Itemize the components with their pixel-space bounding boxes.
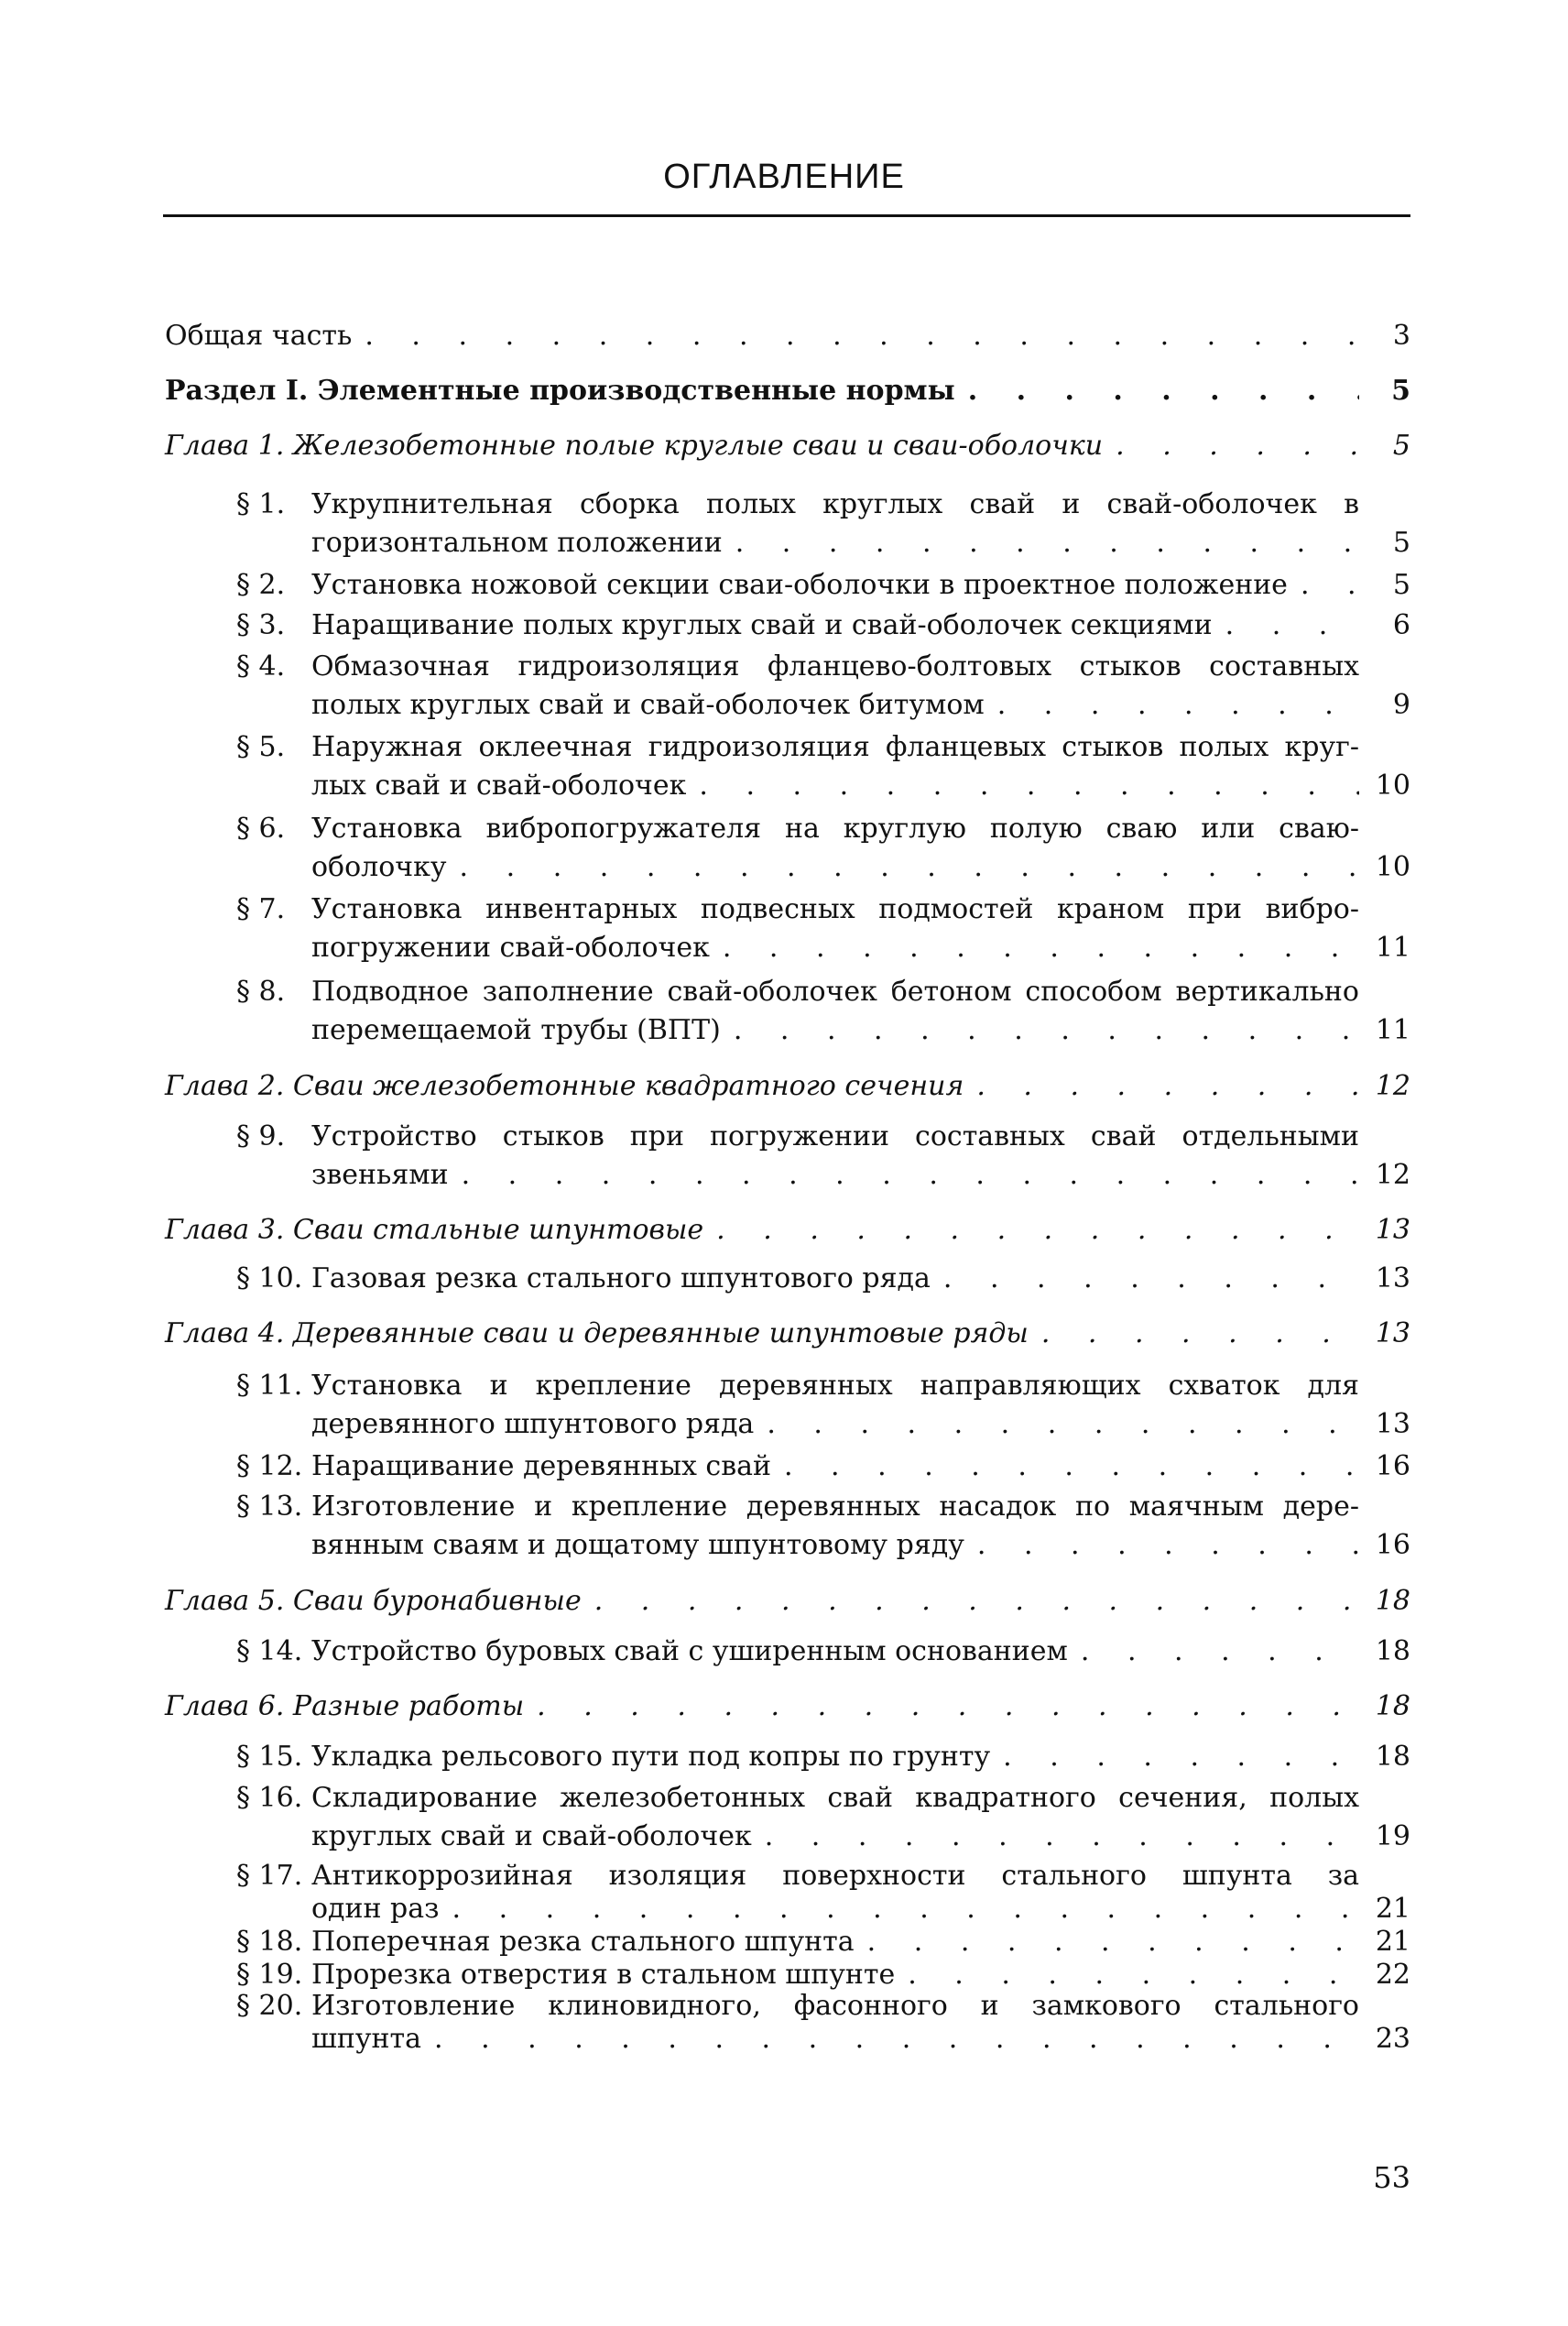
toc-page-number: 21 bbox=[1375, 1893, 1410, 1925]
section-number: § 10. bbox=[236, 1262, 303, 1294]
leader-dots bbox=[943, 1260, 1359, 1298]
section-title-line-1: Подводное заполнение свай-оболочек бетоном способом вертикально bbox=[311, 976, 1359, 1008]
leader-dots bbox=[977, 1526, 1359, 1565]
section-number: § 17. bbox=[236, 1860, 303, 1892]
toc-entry-s15 bbox=[236, 1738, 1410, 1776]
toc-entry-label: Глава 5. Сваи буронабивные bbox=[165, 1585, 582, 1617]
leader-dots bbox=[1003, 1738, 1359, 1776]
leader-dots bbox=[1225, 606, 1359, 645]
toc-page-number: 13 bbox=[1375, 1262, 1410, 1294]
toc-page-number: 18 bbox=[1375, 1635, 1410, 1667]
toc-page-number: 13 bbox=[1375, 1317, 1410, 1349]
leader-dots bbox=[734, 1011, 1359, 1050]
leader-dots bbox=[767, 1405, 1359, 1444]
section-title-line-1: Установка ножовой секции сваи-оболочки в проектное положение bbox=[311, 569, 1288, 601]
toc-page-number: 5 bbox=[1392, 569, 1410, 601]
leader-dots bbox=[735, 524, 1359, 562]
leader-dots bbox=[594, 1582, 1359, 1621]
toc-entry-label: Глава 1. Железобетонные полые круглые сваи и сваи-оболочки bbox=[165, 430, 1104, 462]
toc-page-number: 5 bbox=[1391, 375, 1410, 407]
section-title-line-1: Наружная оклеечная гидроизоляция фланцевых стыков полых круг- bbox=[311, 731, 1359, 763]
toc-entry-s6 bbox=[236, 810, 1410, 887]
toc-page-number: 11 bbox=[1375, 932, 1410, 964]
section-number: § 14. bbox=[236, 1635, 303, 1667]
toc-entry-s18 bbox=[236, 1926, 1410, 1959]
leader-dots bbox=[1301, 566, 1359, 605]
section-title-line-2: деревянного шпунтового ряда bbox=[311, 1408, 755, 1440]
toc-entry-label: Глава 2. Сваи железобетонные квадратного сечения bbox=[165, 1070, 964, 1102]
section-title-line-1: Установка вибропогружателя на круглую полую сваю или сваю- bbox=[311, 813, 1359, 845]
section-number: § 11. bbox=[236, 1370, 303, 1402]
section-title-line-2: лых свай и свай-оболочек bbox=[311, 770, 687, 802]
toc-entry-s10 bbox=[236, 1260, 1410, 1298]
toc-page-number: 13 bbox=[1375, 1408, 1410, 1440]
section-number: § 7. bbox=[236, 893, 286, 925]
toc-entry-s7 bbox=[236, 890, 1410, 967]
section-number: § 12. bbox=[236, 1450, 303, 1482]
leader-dots bbox=[365, 317, 1359, 355]
toc-entry-label: Глава 4. Деревянные сваи и деревянные шпунтовые ряды bbox=[165, 1317, 1029, 1349]
toc-entry-s14 bbox=[236, 1633, 1410, 1671]
leader-dots bbox=[452, 1893, 1359, 1926]
leader-dots bbox=[968, 372, 1359, 410]
toc-entry-section-1 bbox=[165, 372, 1410, 410]
toc-entry-s17 bbox=[236, 1860, 1410, 1926]
toc-page-number: 3 bbox=[1392, 320, 1410, 352]
toc-entry-chapter-3 bbox=[165, 1211, 1410, 1250]
section-title-line-2: круглых свай и свай-оболочек bbox=[311, 1820, 752, 1852]
section-number: § 4. bbox=[236, 650, 286, 683]
toc-entry-s9 bbox=[236, 1118, 1410, 1195]
section-title-line-2: оболочку bbox=[311, 851, 447, 883]
section-title-line-1: Укладка рельсового пути под копры по грунту bbox=[311, 1741, 991, 1773]
toc-entry-chapter-4 bbox=[165, 1315, 1410, 1353]
leader-dots bbox=[723, 929, 1359, 967]
toc-page-number: 12 bbox=[1375, 1159, 1410, 1191]
toc-entry-label: Глава 3. Сваи стальные шпунтовые bbox=[165, 1214, 704, 1246]
toc-page-number: 10 bbox=[1375, 851, 1410, 883]
toc-page-number: 9 bbox=[1392, 689, 1410, 721]
section-number: § 15. bbox=[236, 1741, 303, 1773]
toc-entry-s16 bbox=[236, 1779, 1410, 1856]
section-title-line-2: вянным сваям и дощатому шпунтовому ряду bbox=[311, 1529, 964, 1561]
section-title-line-2: перемещаемой трубы (ВПТ) bbox=[311, 1014, 721, 1046]
section-title-line-1: Прорезка отверстия в стальном шпунте bbox=[311, 1959, 896, 1991]
section-number: § 13. bbox=[236, 1491, 303, 1523]
section-number: § 18. bbox=[236, 1926, 303, 1958]
section-number: § 16. bbox=[236, 1782, 303, 1814]
leader-dots bbox=[699, 767, 1359, 805]
leader-dots bbox=[976, 1067, 1359, 1106]
leader-dots bbox=[1041, 1315, 1359, 1353]
section-title-line-2: шпунта bbox=[311, 2023, 422, 2055]
toc-entry-s19 bbox=[236, 1959, 1410, 1992]
leader-dots bbox=[1081, 1633, 1359, 1671]
section-number: § 3. bbox=[236, 609, 286, 641]
toc-entry-s11 bbox=[236, 1367, 1410, 1444]
toc-page-number: 10 bbox=[1375, 770, 1410, 802]
toc-entry-chapter-6 bbox=[165, 1687, 1410, 1726]
section-title-line-1: Устройство буровых свай с уширенным основанием bbox=[311, 1635, 1068, 1667]
toc-page-number: 18 bbox=[1375, 1690, 1410, 1722]
leader-dots bbox=[784, 1447, 1359, 1486]
section-number: § 19. bbox=[236, 1959, 303, 1991]
leader-dots bbox=[1116, 427, 1359, 465]
section-number: § 2. bbox=[236, 569, 286, 601]
leader-dots bbox=[462, 1156, 1359, 1195]
section-title-line-1: Поперечная резка стального шпунта bbox=[311, 1926, 855, 1958]
toc-page-number: 19 bbox=[1375, 1820, 1410, 1852]
section-title-line-2: горизонтальном положении bbox=[311, 527, 723, 559]
toc-entry-general bbox=[165, 317, 1410, 355]
toc-entry-s1 bbox=[236, 486, 1410, 562]
toc-entry-s12 bbox=[236, 1447, 1410, 1486]
section-title-line-1: Укрупнительная сборка полых круглых свай и свай-оболочек в bbox=[311, 488, 1359, 520]
toc-page-number: 12 bbox=[1375, 1070, 1410, 1102]
toc-page-number: 5 bbox=[1392, 527, 1410, 559]
toc-entry-chapter-2 bbox=[165, 1067, 1410, 1106]
toc-entry-s13 bbox=[236, 1488, 1410, 1565]
section-number: § 8. bbox=[236, 976, 286, 1008]
section-title-line-2: звеньями bbox=[311, 1159, 449, 1191]
section-title-line-2: погружении свай-оболочек bbox=[311, 932, 710, 964]
toc-entry-s20 bbox=[236, 1990, 1410, 2056]
section-title-line-1: Газовая резка стального шпунтового ряда bbox=[311, 1262, 931, 1294]
section-number: § 5. bbox=[236, 731, 286, 763]
toc-page-number: 16 bbox=[1375, 1450, 1410, 1482]
section-title-line-1: Установка и крепление деревянных направляющих схваток для bbox=[311, 1370, 1359, 1402]
page-number: 53 bbox=[1373, 2160, 1410, 2195]
section-number: § 20. bbox=[236, 1990, 303, 2022]
section-title-line-1: Изготовление клиновидного, фасонного и замкового стального bbox=[311, 1990, 1359, 2022]
section-number: § 6. bbox=[236, 813, 286, 845]
leader-dots bbox=[997, 686, 1359, 725]
toc-page-number: 22 bbox=[1375, 1959, 1410, 1991]
section-title-line-1: Складирование железобетонных свай квадратного сечения, полых bbox=[311, 1782, 1359, 1814]
toc-entry-chapter-5 bbox=[165, 1582, 1410, 1621]
section-title-line-1: Наращивание полых круглых свай и свай-оболочек секциями bbox=[311, 609, 1213, 641]
section-title-line-1: Обмазочная гидроизоляция фланцево-болтовых стыков составных bbox=[311, 650, 1359, 683]
toc-entry-chapter-1 bbox=[165, 427, 1410, 465]
leader-dots bbox=[716, 1211, 1359, 1250]
section-title-line-1: Наращивание деревянных свай bbox=[311, 1450, 771, 1482]
section-title-line-1: Устройство стыков при погружении составных свай отдельными bbox=[311, 1120, 1359, 1152]
leader-dots bbox=[460, 848, 1359, 887]
toc-entry-label: Общая часть bbox=[165, 320, 353, 352]
section-title-line-2: один раз bbox=[311, 1893, 440, 1925]
toc-entry-s5 bbox=[236, 728, 1410, 805]
leader-dots bbox=[908, 1959, 1359, 1992]
toc-page-number: 11 bbox=[1375, 1014, 1410, 1046]
section-number: § 9. bbox=[236, 1120, 286, 1152]
toc-entry-label: Раздел I. Элементные производственные нормы bbox=[165, 375, 955, 407]
section-number: § 1. bbox=[236, 488, 286, 520]
section-title-line-1: Антикоррозийная изоляция поверхности стального шпунта за bbox=[311, 1860, 1359, 1892]
leader-dots bbox=[765, 1818, 1359, 1856]
toc-entry-s4 bbox=[236, 648, 1410, 725]
toc-page-number: 23 bbox=[1375, 2023, 1410, 2055]
toc-page-number: 21 bbox=[1375, 1926, 1410, 1958]
toc-page-number: 16 bbox=[1375, 1529, 1410, 1561]
page-title: ОГЛАВЛЕНИЕ bbox=[663, 158, 905, 196]
toc-page-number: 13 bbox=[1375, 1214, 1410, 1246]
section-title-line-2: полых круглых свай и свай-оболочек битумом bbox=[311, 689, 985, 721]
toc-entry-s3 bbox=[236, 606, 1410, 645]
toc-page-number: 18 bbox=[1375, 1741, 1410, 1773]
leader-dots bbox=[867, 1926, 1359, 1959]
title-rule bbox=[163, 214, 1410, 217]
leader-dots bbox=[434, 2023, 1359, 2056]
toc-entry-s8 bbox=[236, 973, 1410, 1050]
section-title-line-1: Установка инвентарных подвесных подмостей краном при вибро- bbox=[311, 893, 1359, 925]
section-title-line-1: Изготовление и крепление деревянных насадок по маячным дере- bbox=[311, 1491, 1359, 1523]
leader-dots bbox=[537, 1687, 1359, 1726]
toc-entry-s2 bbox=[236, 566, 1410, 605]
toc-entry-label: Глава 6. Разные работы bbox=[165, 1690, 525, 1722]
toc-page-number: 5 bbox=[1392, 430, 1410, 462]
toc-page-number: 18 bbox=[1375, 1585, 1410, 1617]
toc-page-number: 6 bbox=[1392, 609, 1410, 641]
